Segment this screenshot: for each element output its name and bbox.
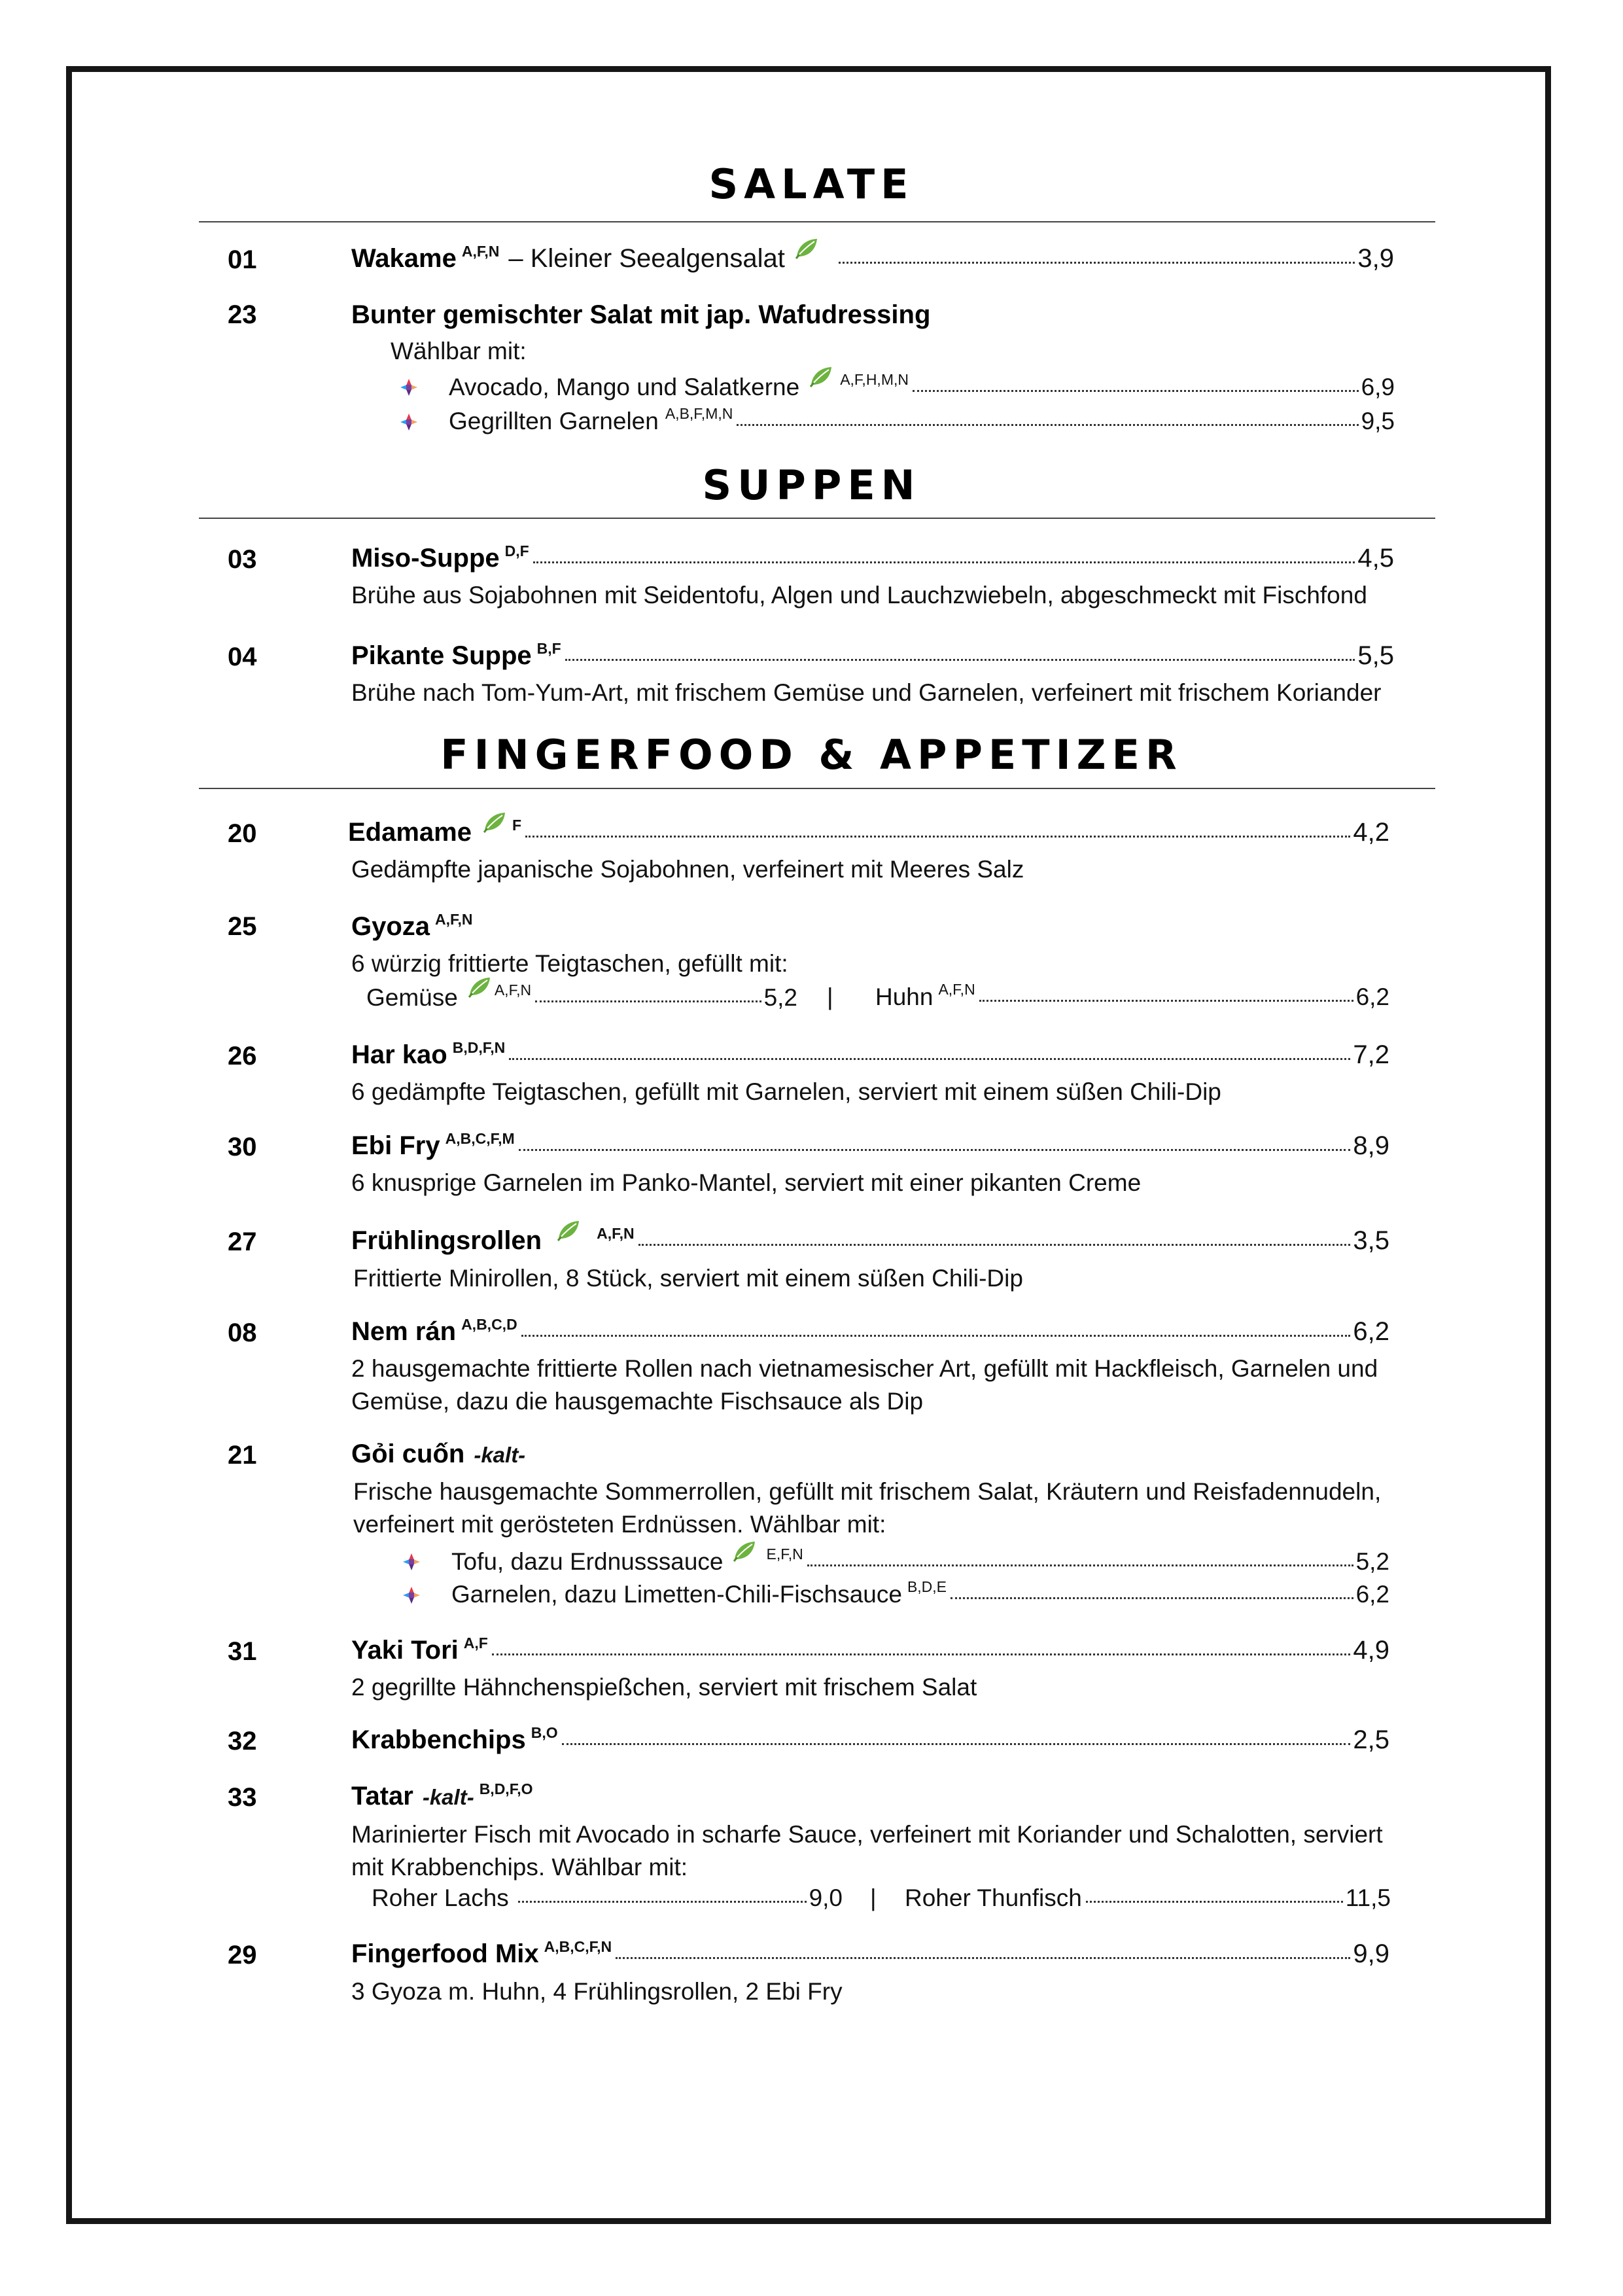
colored-arrow-bullet-icon <box>402 1552 421 1572</box>
leader-dots <box>839 262 1355 264</box>
colored-arrow-bullet-icon <box>399 412 419 432</box>
item-description: Brühe aus Sojabohnen mit Seidentofu, Algen und Lauchzwiebeln, abgeschmeckt mit Fischfond <box>351 582 1367 609</box>
item-description-line1: Frische hausgemachte Sommerrollen, gefüllt mit frischem Salat, Kräutern und Reisfadennudeln, <box>353 1478 1382 1505</box>
menu-item-yaki-tori <box>351 1636 1389 1665</box>
option-roher-thunfisch <box>905 1884 1391 1912</box>
option-label: Tofu, dazu Erdnusssauce <box>451 1548 724 1575</box>
option-garnelen <box>449 405 1395 435</box>
item-price: 4,5 <box>1357 544 1394 573</box>
option-label: Garnelen, dazu Limetten-Chili-Fischsauce <box>451 1581 902 1608</box>
leader-dots <box>535 1000 761 1002</box>
leaf-icon <box>467 976 492 998</box>
item-name: Tatar <box>351 1782 413 1810</box>
item-name: Nem rán <box>351 1317 457 1346</box>
menu-item-tatar <box>351 1782 532 1811</box>
allergen-codes: A,F,N <box>435 911 473 928</box>
menu-item-miso <box>351 544 1394 573</box>
item-description: Brühe nach Tom-Yum-Art, mit frischem Gemüse und Garnelen, verfeinert mit frischem Koriander <box>351 679 1382 706</box>
section-title-fingerfood: FINGERFOOD & APPETIZER <box>440 731 1183 779</box>
allergen-codes: A,B,C,D <box>461 1316 517 1333</box>
leader-dots <box>979 1000 1353 1002</box>
item-number: 25 <box>228 912 257 941</box>
section-divider <box>199 221 1435 222</box>
cold-tag: -kalt- <box>422 1785 474 1809</box>
option-price: 5,2 <box>763 984 797 1011</box>
leader-dots <box>1086 1901 1343 1903</box>
colored-arrow-bullet-icon <box>402 1585 421 1605</box>
menu-item-salad <box>351 300 930 330</box>
leader-dots <box>492 1653 1351 1655</box>
item-number: 04 <box>228 643 257 671</box>
option-price: 9,5 <box>1361 408 1395 434</box>
allergen-codes: B,D,F,N <box>452 1039 506 1056</box>
leader-dots <box>519 1149 1351 1151</box>
option-separator: | <box>827 983 833 1010</box>
option-price: 6,9 <box>1361 374 1395 400</box>
leader-dots <box>737 424 1358 426</box>
item-price: 2,5 <box>1353 1725 1389 1754</box>
item-price: 4,2 <box>1353 818 1389 847</box>
item-number: 32 <box>228 1727 257 1756</box>
item-description-line2: verfeinert mit gerösteten Erdnüssen. Wählbar mit: <box>353 1511 886 1538</box>
option-huhn <box>875 983 1389 1011</box>
menu-item-krabbenchips <box>351 1725 1389 1755</box>
item-number: 31 <box>228 1637 257 1666</box>
item-description: 2 gegrillte Hähnchenspießchen, serviert mit frischem Salat <box>351 1674 977 1701</box>
item-price: 8,9 <box>1353 1131 1389 1160</box>
allergen-codes: B,F <box>536 640 561 657</box>
allergen-codes: A,B,C,F,N <box>544 1938 612 1955</box>
item-name: Krabbenchips <box>351 1725 526 1754</box>
item-name: Frühlingsrollen <box>351 1226 542 1255</box>
item-name: Gỏi cuốn <box>351 1439 465 1468</box>
item-description: 6 würzig frittierte Teigtaschen, gefüllt mit: <box>351 950 788 977</box>
item-price: 5,5 <box>1357 641 1394 670</box>
cold-tag: -kalt- <box>474 1443 526 1467</box>
leader-dots <box>525 836 1350 838</box>
option-label: Roher Thunfisch <box>905 1884 1082 1911</box>
option-price: 6,2 <box>1355 1581 1389 1608</box>
leader-dots <box>616 1957 1350 1959</box>
item-name: Ebi Fry <box>351 1131 440 1160</box>
menu-item-wakame <box>351 244 1394 274</box>
item-number: 23 <box>228 300 257 329</box>
menu-item-goi-cuon <box>351 1439 525 1469</box>
option-roher-lachs <box>372 1884 843 1912</box>
menu-item-har-kao <box>351 1040 1389 1070</box>
item-name: Bunter gemischter Salat mit jap. Wafudressing <box>351 300 931 329</box>
allergen-codes: B,D,E <box>907 1578 947 1595</box>
option-price: 9,0 <box>809 1884 843 1911</box>
leader-dots <box>518 1901 807 1903</box>
item-price: 3,5 <box>1353 1226 1389 1255</box>
menu-item-pikante-suppe <box>351 641 1394 671</box>
option-separator: | <box>870 1884 877 1911</box>
item-description: 3 Gyoza m. Huhn, 4 Frühlingsrollen, 2 Ebi Fry <box>351 1978 843 2005</box>
item-description: Frittierte Minirollen, 8 Stück, serviert mit einem süßen Chili-Dip <box>353 1265 1023 1292</box>
section-title-suppen: SUPPEN <box>702 461 921 509</box>
allergen-codes: B,D,F,O <box>479 1780 533 1797</box>
leader-dots <box>562 1743 1351 1745</box>
item-name: Gyoza <box>351 912 430 941</box>
option-label: Gemüse <box>366 984 458 1011</box>
allergen-codes: A,F <box>463 1634 488 1651</box>
option-label: Roher Lachs <box>372 1884 509 1911</box>
item-number: 21 <box>228 1441 257 1470</box>
item-number: 01 <box>228 245 257 274</box>
section-title-salate: SALATE <box>708 160 915 208</box>
item-description: 6 gedämpfte Teigtaschen, gefüllt mit Garnelen, serviert mit einem süßen Chili-Dip <box>351 1078 1221 1105</box>
item-description: Gedämpfte japanische Sojabohnen, verfeinert mit Meeres Salz <box>351 856 1024 883</box>
item-name: Har kao <box>351 1040 447 1069</box>
allergen-codes: A,F,N <box>461 243 500 260</box>
option-price: 5,2 <box>1355 1548 1389 1575</box>
leaf-icon <box>809 365 833 387</box>
allergen-codes: A,F,N <box>938 981 975 998</box>
leaf-icon <box>794 237 819 259</box>
option-price: 11,5 <box>1345 1884 1391 1911</box>
option-label: Gegrillten Garnelen <box>449 408 659 434</box>
leader-dots <box>951 1597 1353 1599</box>
item-subtitle: – Kleiner Seealgensalat <box>508 244 785 273</box>
item-description: 6 knusprige Garnelen im Panko-Mantel, serviert mit einer pikanten Creme <box>351 1169 1142 1196</box>
menu-item-ebi-fry <box>351 1131 1389 1161</box>
option-label: Huhn <box>875 983 934 1010</box>
option-avocado <box>449 373 1395 401</box>
menu-item-edamame <box>348 818 1389 847</box>
leader-dots <box>521 1335 1351 1337</box>
allergen-codes: A,B,F,M,N <box>665 405 733 422</box>
allergen-codes: D,F <box>504 542 529 559</box>
menu-item-nem-ran <box>351 1317 1389 1347</box>
item-number: 33 <box>228 1783 257 1812</box>
item-number: 27 <box>228 1227 257 1256</box>
leader-dots <box>638 1244 1351 1246</box>
item-description-line2: mit Krabbenchips. Wählbar mit: <box>351 1854 688 1881</box>
item-description-line2: Gemüse, dazu die hausgemachte Fischsauce als Dip <box>351 1388 924 1415</box>
allergen-codes: B,O <box>531 1724 558 1741</box>
section-divider <box>199 518 1435 519</box>
colored-arrow-bullet-icon <box>399 378 419 397</box>
item-price: 7,2 <box>1353 1040 1389 1069</box>
item-price: 4,9 <box>1353 1636 1389 1665</box>
item-name: Pikante Suppe <box>351 641 532 670</box>
item-name: Edamame <box>348 818 472 847</box>
menu-item-fingerfood-mix <box>351 1939 1389 1969</box>
item-number: 20 <box>228 819 257 848</box>
leader-dots <box>509 1058 1350 1060</box>
option-label: Avocado, Mango und Salatkerne <box>449 374 800 400</box>
leader-dots <box>565 659 1355 661</box>
leader-dots <box>533 561 1355 563</box>
item-description-line1: Marinierter Fisch mit Avocado in scharfe Sauce, verfeinert mit Koriander und Schalotten, serviert <box>351 1821 1383 1848</box>
item-name: Yaki Tori <box>351 1636 459 1665</box>
option-gemuese <box>366 983 797 1012</box>
option-price: 6,2 <box>1355 983 1389 1010</box>
item-number: 08 <box>228 1318 257 1347</box>
allergen-codes: A,F,N <box>494 981 532 998</box>
item-name: Wakame <box>351 244 457 273</box>
item-number: 26 <box>228 1042 257 1070</box>
leader-dots <box>913 390 1359 392</box>
item-description-line1: 2 hausgemachte frittierte Rollen nach vietnamesischer Art, gefüllt mit Hackfleisch, Garnelen und <box>351 1355 1378 1382</box>
item-price: 6,2 <box>1353 1317 1389 1346</box>
leader-dots <box>807 1564 1353 1566</box>
option-garnelen-limette <box>451 1578 1389 1608</box>
item-number: 30 <box>228 1133 257 1161</box>
allergen-codes: E,F,N <box>766 1545 803 1563</box>
allergen-codes: A,F,H,M,N <box>840 371 909 388</box>
leaf-icon <box>732 1540 757 1562</box>
allergen-codes: F <box>512 817 522 834</box>
item-price: 3,9 <box>1357 244 1394 273</box>
option-tofu <box>451 1547 1389 1576</box>
menu-item-fruehlingsrollen <box>351 1226 1389 1256</box>
item-number: 29 <box>228 1941 257 1969</box>
section-divider <box>199 788 1435 789</box>
leaf-icon <box>556 1219 581 1241</box>
item-price: 9,9 <box>1353 1939 1389 1968</box>
item-name: Fingerfood Mix <box>351 1939 539 1968</box>
allergen-codes: A,B,C,F,M <box>445 1130 515 1147</box>
menu-item-gyoza <box>351 912 473 942</box>
leaf-icon <box>482 811 507 833</box>
item-number: 03 <box>228 545 257 574</box>
item-name: Miso-Suppe <box>351 544 500 573</box>
allergen-codes: A,F,N <box>597 1225 635 1242</box>
choice-label: Wählbar mit: <box>391 338 527 364</box>
